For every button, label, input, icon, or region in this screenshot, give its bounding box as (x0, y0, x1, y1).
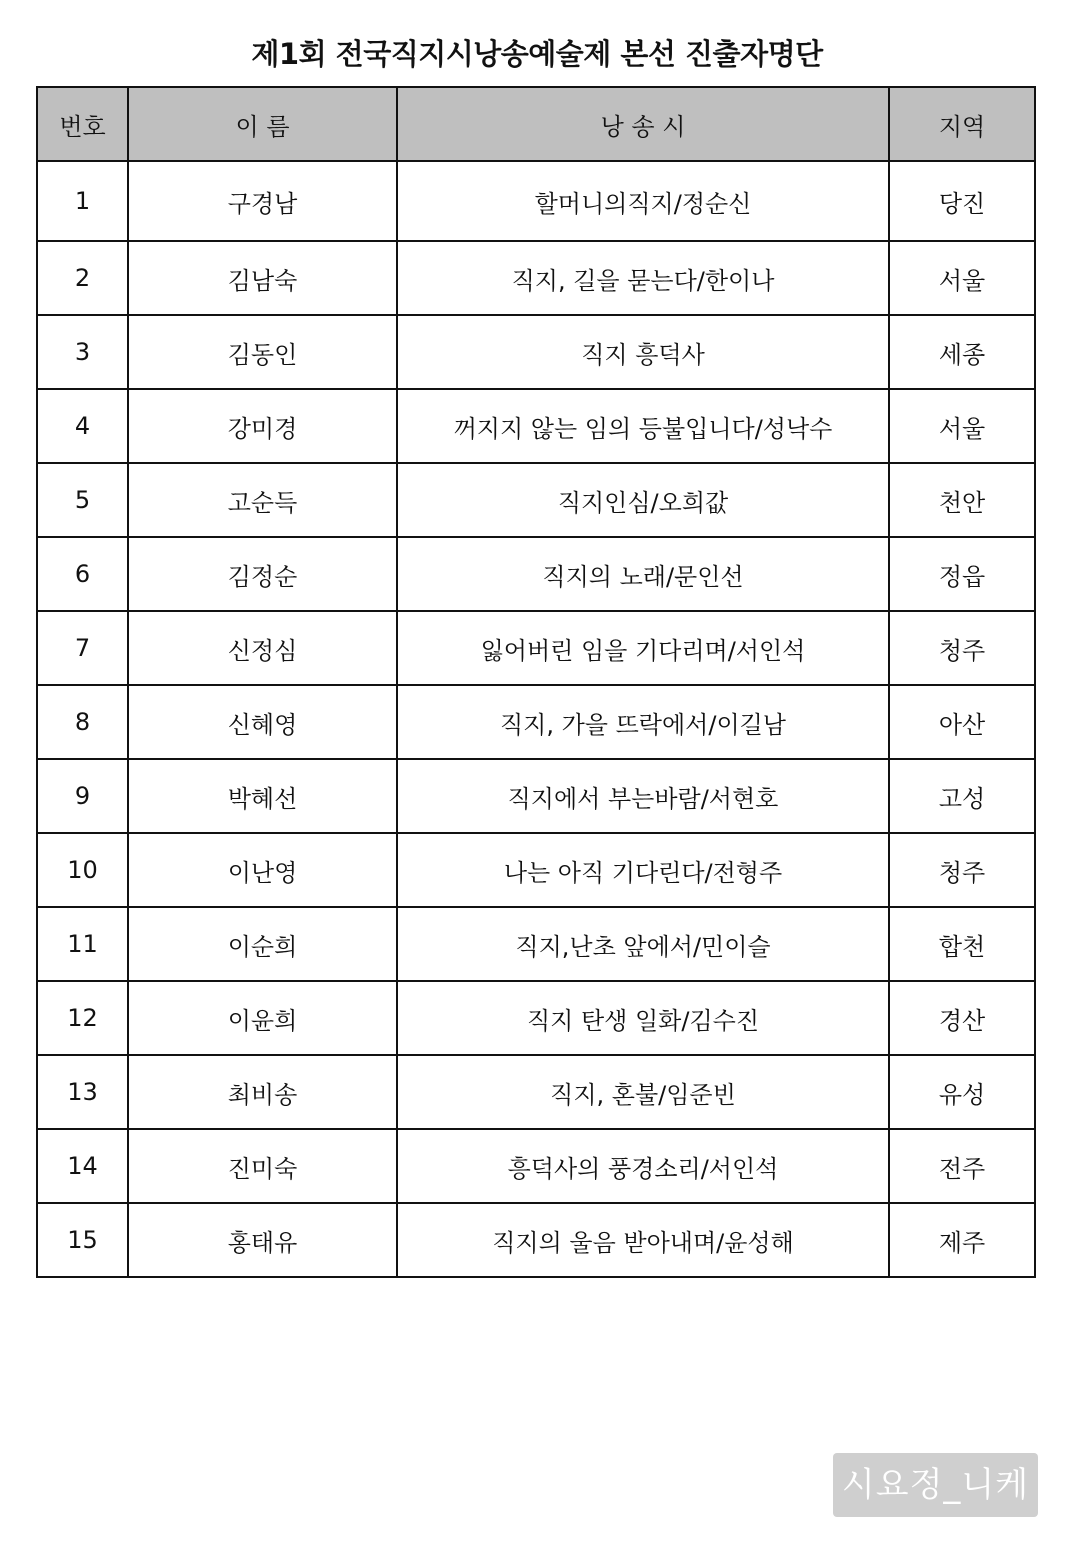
cell-name: 최비송 (128, 1055, 397, 1129)
cell-name: 신정심 (128, 611, 397, 685)
cell-name: 김남숙 (128, 241, 397, 315)
cell-poem: 직지인심/오희값 (397, 463, 889, 537)
table-row (37, 907, 1035, 981)
cell-number: 7 (37, 611, 128, 685)
cell-name: 박혜선 (128, 759, 397, 833)
cell-region: 서울 (889, 241, 1035, 315)
table-row (37, 1203, 1035, 1277)
cell-poem: 직지의 울음 받아내며/윤성해 (397, 1203, 889, 1277)
cell-region: 전주 (889, 1129, 1035, 1203)
cell-number: 14 (37, 1129, 128, 1203)
table-row (37, 463, 1035, 537)
cell-number: 11 (37, 907, 128, 981)
cell-region: 천안 (889, 463, 1035, 537)
cell-name: 이난영 (128, 833, 397, 907)
column-header-poem: 낭 송 시 (397, 87, 889, 161)
cell-region: 청주 (889, 611, 1035, 685)
cell-poem: 직지 탄생 일화/김수진 (397, 981, 889, 1055)
cell-name: 김동인 (128, 315, 397, 389)
cell-name: 신혜영 (128, 685, 397, 759)
page-title: 제1회 전국직지시낭송예술제 본선 진출자명단 (251, 37, 823, 71)
cell-name: 진미숙 (128, 1129, 397, 1203)
cell-poem: 잃어버린 임을 기다리며/서인석 (397, 611, 889, 685)
cell-number: 10 (37, 833, 128, 907)
cell-poem: 나는 아직 기다린다/전형주 (397, 833, 889, 907)
cell-poem: 직지, 가을 뜨락에서/이길남 (397, 685, 889, 759)
cell-number: 12 (37, 981, 128, 1055)
cell-poem: 직지, 혼불/임준빈 (397, 1055, 889, 1129)
cell-poem: 할머니의직지/정순신 (397, 161, 889, 241)
table-row (37, 833, 1035, 907)
cell-poem: 직지 흥덕사 (397, 315, 889, 389)
cell-region: 당진 (889, 161, 1035, 241)
cell-poem: 직지,난초 앞에서/민이슬 (397, 907, 889, 981)
cell-region: 청주 (889, 833, 1035, 907)
table-row (37, 981, 1035, 1055)
table-row (37, 1129, 1035, 1203)
cell-number: 4 (37, 389, 128, 463)
cell-name: 김정순 (128, 537, 397, 611)
cell-region: 고성 (889, 759, 1035, 833)
cell-region: 서울 (889, 389, 1035, 463)
cell-number: 1 (37, 161, 128, 241)
cell-name: 이윤희 (128, 981, 397, 1055)
cell-name: 구경남 (128, 161, 397, 241)
cell-region: 합천 (889, 907, 1035, 981)
table-row (37, 611, 1035, 685)
cell-poem: 직지에서 부는바람/서현호 (397, 759, 889, 833)
cell-name: 홍태유 (128, 1203, 397, 1277)
cell-number: 13 (37, 1055, 128, 1129)
cell-number: 8 (37, 685, 128, 759)
cell-name: 이순희 (128, 907, 397, 981)
table-row (37, 685, 1035, 759)
cell-region: 제주 (889, 1203, 1035, 1277)
cell-number: 2 (37, 241, 128, 315)
cell-poem: 직지, 길을 묻는다/한이나 (397, 241, 889, 315)
cell-region: 세종 (889, 315, 1035, 389)
cell-poem: 흥덕사의 풍경소리/서인석 (397, 1129, 889, 1203)
table-row (37, 389, 1035, 463)
table-row (37, 759, 1035, 833)
cell-number: 3 (37, 315, 128, 389)
cell-region: 정읍 (889, 537, 1035, 611)
column-header-region: 지역 (889, 87, 1035, 161)
watermark-badge: 시요정_니케 (833, 1453, 1038, 1517)
cell-number: 5 (37, 463, 128, 537)
participant-table (36, 86, 1036, 1278)
cell-region: 유성 (889, 1055, 1035, 1129)
table-body (37, 161, 1035, 1277)
cell-number: 9 (37, 759, 128, 833)
cell-name: 강미경 (128, 389, 397, 463)
column-header-name: 이 름 (128, 87, 397, 161)
table-row (37, 537, 1035, 611)
cell-number: 15 (37, 1203, 128, 1277)
cell-region: 아산 (889, 685, 1035, 759)
table-row (37, 1055, 1035, 1129)
table-row (37, 161, 1035, 241)
table-row (37, 315, 1035, 389)
table-header (37, 87, 1035, 161)
table-row (37, 241, 1035, 315)
cell-poem: 직지의 노래/문인선 (397, 537, 889, 611)
cell-name: 고순득 (128, 463, 397, 537)
header-row (37, 87, 1035, 161)
cell-number: 6 (37, 537, 128, 611)
cell-region: 경산 (889, 981, 1035, 1055)
cell-poem: 꺼지지 않는 임의 등불입니다/성낙수 (397, 389, 889, 463)
column-header-number: 번호 (37, 87, 128, 161)
